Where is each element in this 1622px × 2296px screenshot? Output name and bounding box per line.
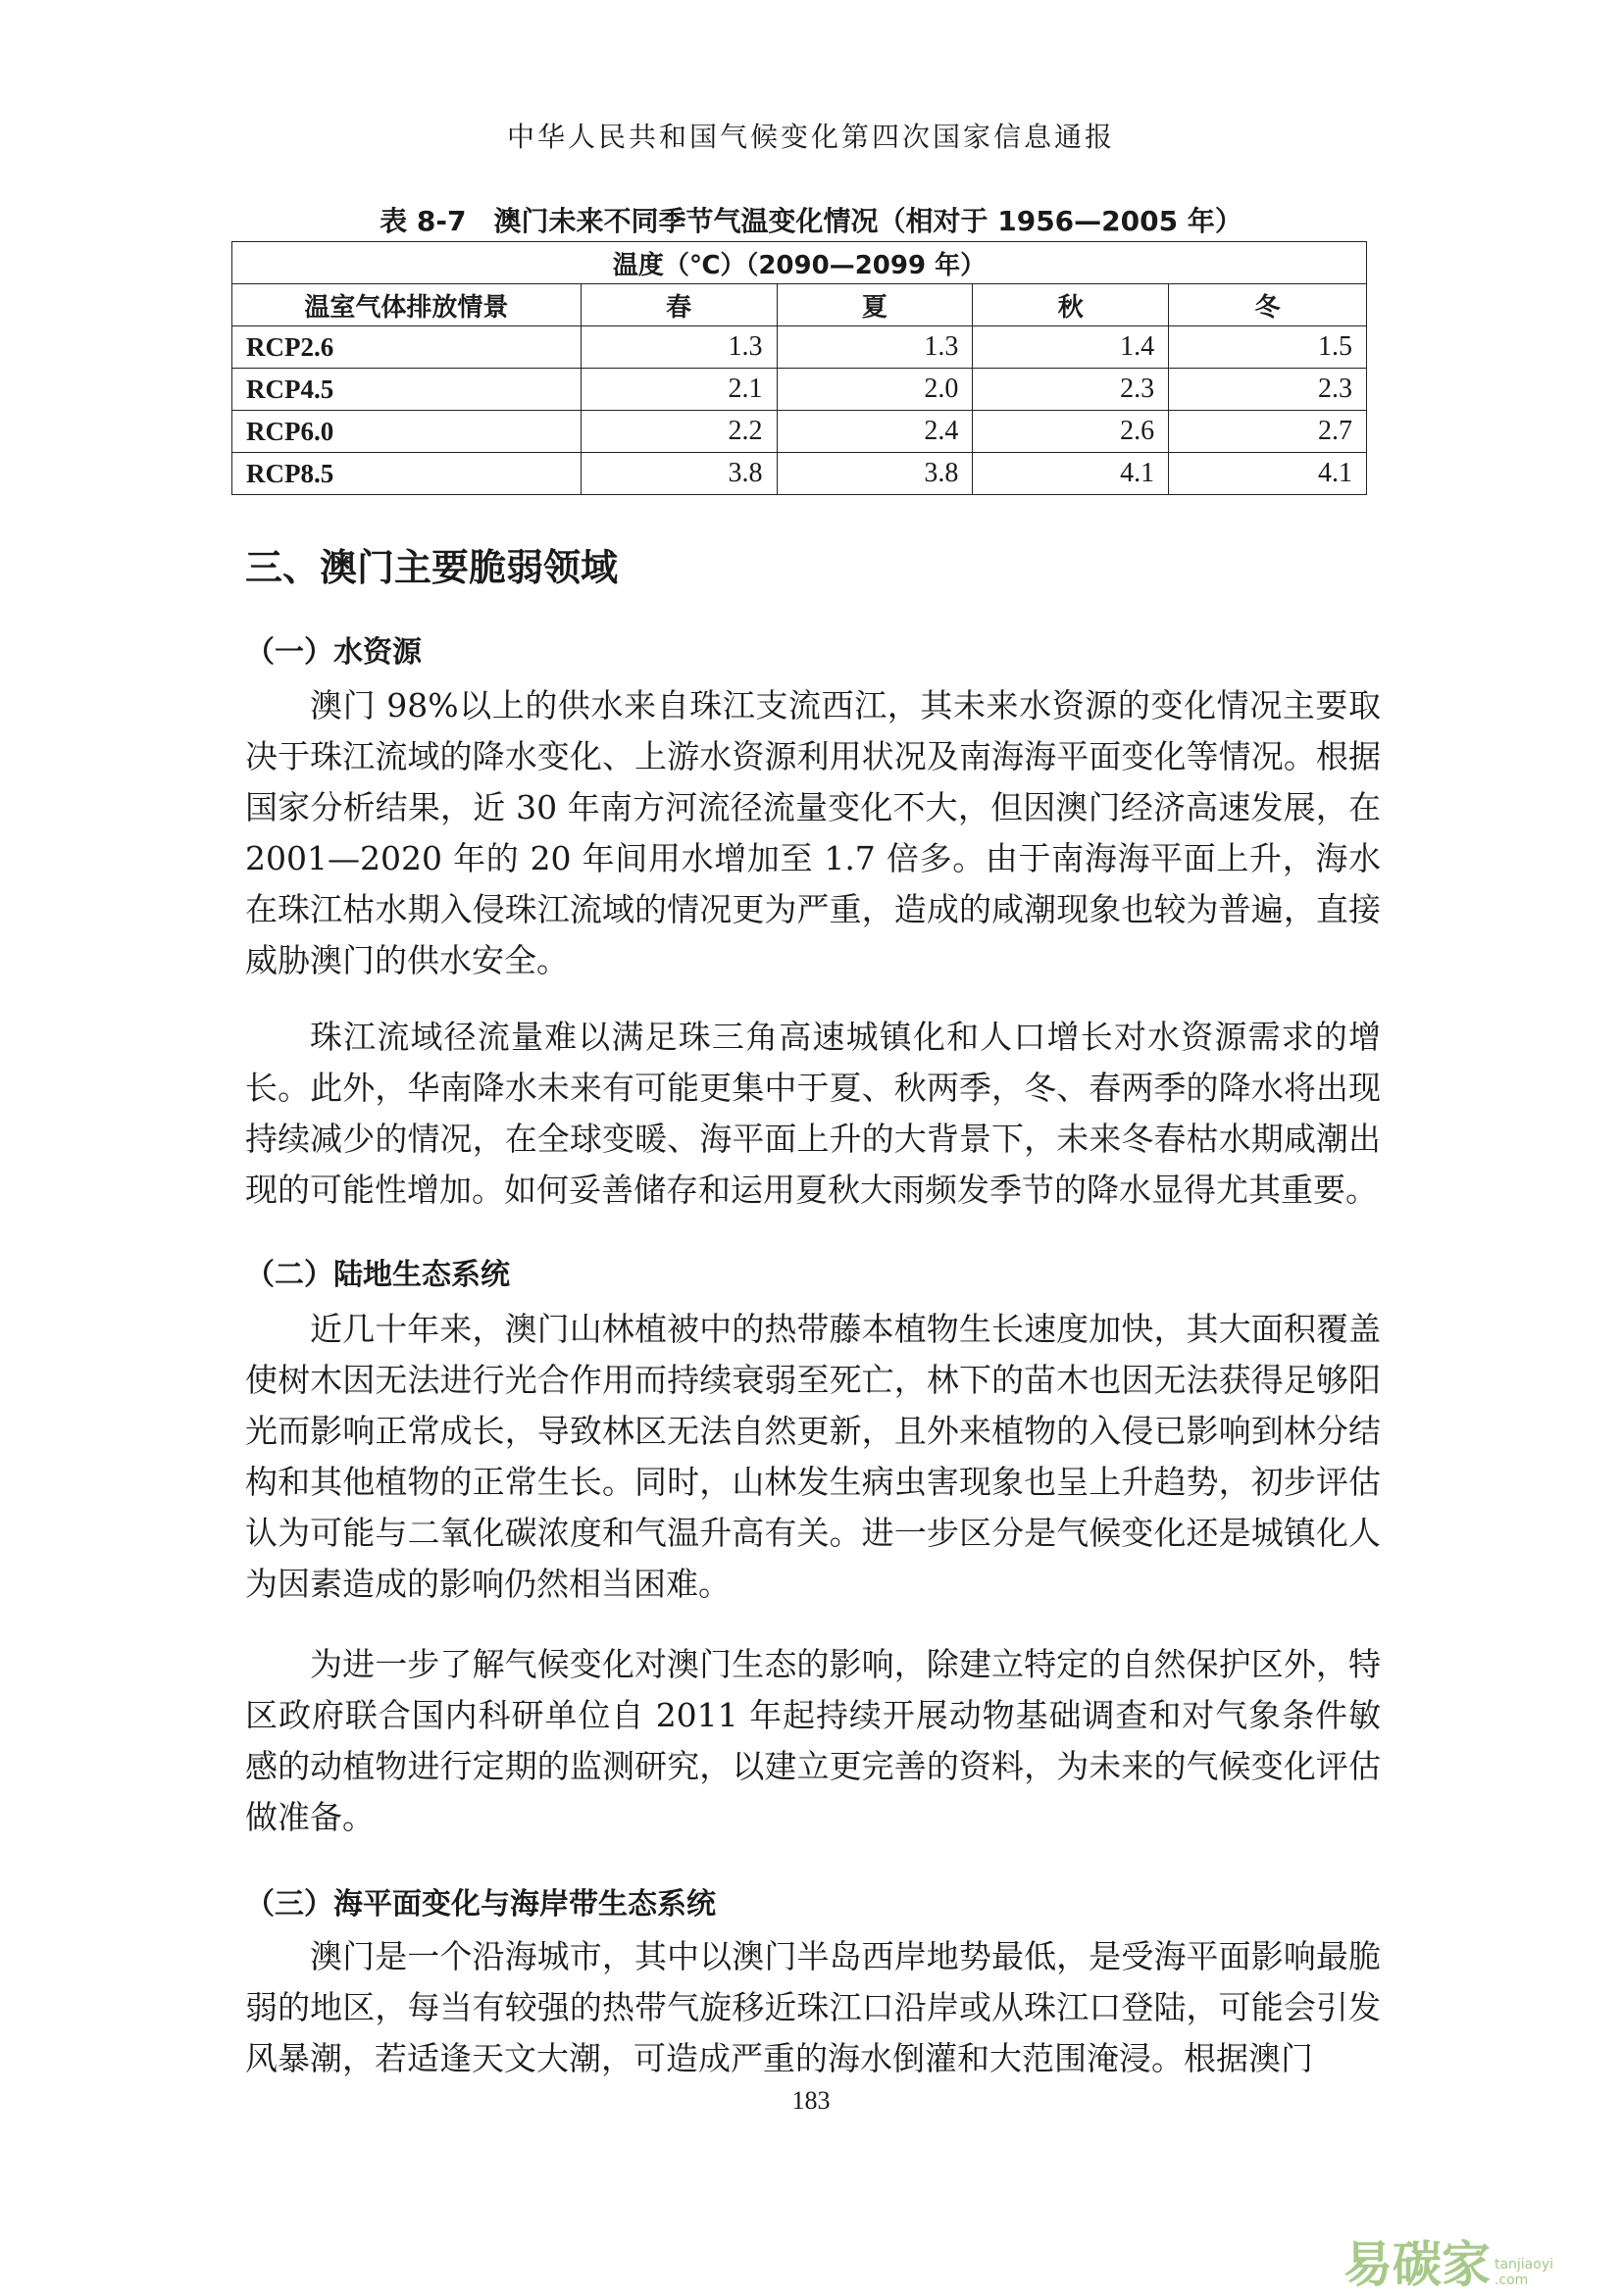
column-header-spring: 春 — [581, 284, 777, 326]
table-cell: 4.1 — [973, 453, 1169, 495]
subsection-title-coast: （三）海平面变化与海岸带生态系统 — [245, 1887, 716, 1922]
scenario-label: RCP6.0 — [232, 411, 582, 453]
table-cell: 2.6 — [973, 411, 1169, 453]
table-cell: 2.4 — [777, 411, 973, 453]
table-cell: 3.8 — [777, 453, 973, 495]
scenario-label: RCP8.5 — [232, 453, 582, 495]
paragraph: 澳门是一个沿海城市，其中以澳门半岛西岸地势最低，是受海平面影响最脆弱的地区，每当有较强的热带气旋移近珠江口沿岸或从珠江口登陆，可能会引发风暴潮，若适逢天文大潮，可造成严重的海水倒灌和大范围淹浸。根据澳门 — [245, 1937, 1381, 2077]
scenario-label: RCP2.6 — [232, 326, 582, 369]
table-row — [232, 369, 1367, 411]
subsection-title-water: （一）水资源 — [245, 635, 422, 670]
table-row — [232, 326, 1367, 369]
paragraph: 澳门 98%以上的供水来自珠江支流西江，其未来水资源的变化情况主要取决于珠江流域的降水变化、上游水资源利用状况及南海海平面变化等情况。根据国家分析结果，近 30 年南方河流径流量变化不大，但因澳门经济高速发展，在 2001—2020 年的 20 年间用水增加至 1.7 倍多。由于南海海平面上升，海水在珠江枯水期入侵珠江流域的情况更为严重，造成的咸潮现象也较为普遍，直接威胁澳门的供水安全。 — [245, 686, 1381, 979]
table-row — [232, 411, 1367, 453]
table-cell: 2.3 — [973, 369, 1169, 411]
table-cell: 2.7 — [1169, 411, 1367, 453]
table-cell: 1.4 — [973, 326, 1169, 369]
watermark-text: 易碳家 — [1343, 2236, 1491, 2293]
paragraph: 近几十年来，澳门山林植被中的热带藤本植物生长速度加快，其大面积覆盖使树木因无法进行光合作用而持续衰弱至死亡，林下的苗木也因无法获得足够阳光而影响正常成长，导致林区无法自然更新，且外来植物的入侵已影响到林分结构和其他植物的正常生长。同时，山林发生病虫害现象也呈上升趋势，初步评估认为可能与二氧化碳浓度和气温升高有关。进一步区分是气候变化还是城镇化人为因素造成的影响仍然相当困难。 — [245, 1310, 1381, 1603]
table-cell: 3.8 — [581, 453, 777, 495]
table-cell: 1.3 — [777, 326, 973, 369]
table-cell: 2.1 — [581, 369, 777, 411]
table-column-header-row — [232, 284, 1367, 326]
running-header: 中华人民共和国气候变化第四次国家信息通报 — [506, 121, 1115, 153]
paragraph: 为进一步了解气候变化对澳门生态的影响，除建立特定的自然保护区外，特区政府联合国内科研单位自 2011 年起持续开展动物基础调查和对气象条件敏感的动植物进行定期的监测研究，以建立更完善的资料，为未来的气候变化评估做准备。 — [245, 1645, 1381, 1836]
column-header-scenario: 温室气体排放情景 — [232, 284, 582, 326]
table-cell: 4.1 — [1169, 453, 1367, 495]
table-cell: 2.3 — [1169, 369, 1367, 411]
temperature-table — [231, 241, 1367, 495]
table-row — [232, 453, 1367, 495]
table-cell: 2.2 — [581, 411, 777, 453]
watermark-domain: tanjiaoyi .com — [1494, 2257, 1553, 2288]
column-header-autumn: 秋 — [973, 284, 1169, 326]
page-number: 183 — [791, 2086, 831, 2115]
scenario-label: RCP4.5 — [232, 369, 582, 411]
table-span-header: 温度（℃）（2090—2099 年） — [232, 242, 1367, 284]
column-header-summer: 夏 — [777, 284, 973, 326]
paragraph: 珠江流域径流量难以满足珠三角高速城镇化和人口增长对水资源需求的增长。此外，华南降水未来有可能更集中于夏、秋两季，冬、春两季的降水将出现持续减少的情况，在全球变暖、海平面上升的大背景下，未来冬春枯水期咸潮出现的可能性增加。如何妥善储存和运用夏秋大雨频发季节的降水显得尤其重要。 — [245, 1018, 1381, 1209]
section-title: 三、澳门主要脆弱领域 — [245, 546, 619, 589]
column-header-winter: 冬 — [1169, 284, 1367, 326]
table-span-header-row — [232, 242, 1367, 284]
table-caption: 表 8-7 澳门未来不同季节气温变化情况（相对于 1956—2005 年） — [380, 205, 1242, 237]
table-cell: 1.5 — [1169, 326, 1367, 369]
table-cell: 1.3 — [581, 326, 777, 369]
subsection-title-ecosystem: （二）陆地生态系统 — [245, 1258, 510, 1292]
table-cell: 2.0 — [777, 369, 973, 411]
watermark-logo — [1343, 2225, 1553, 2296]
